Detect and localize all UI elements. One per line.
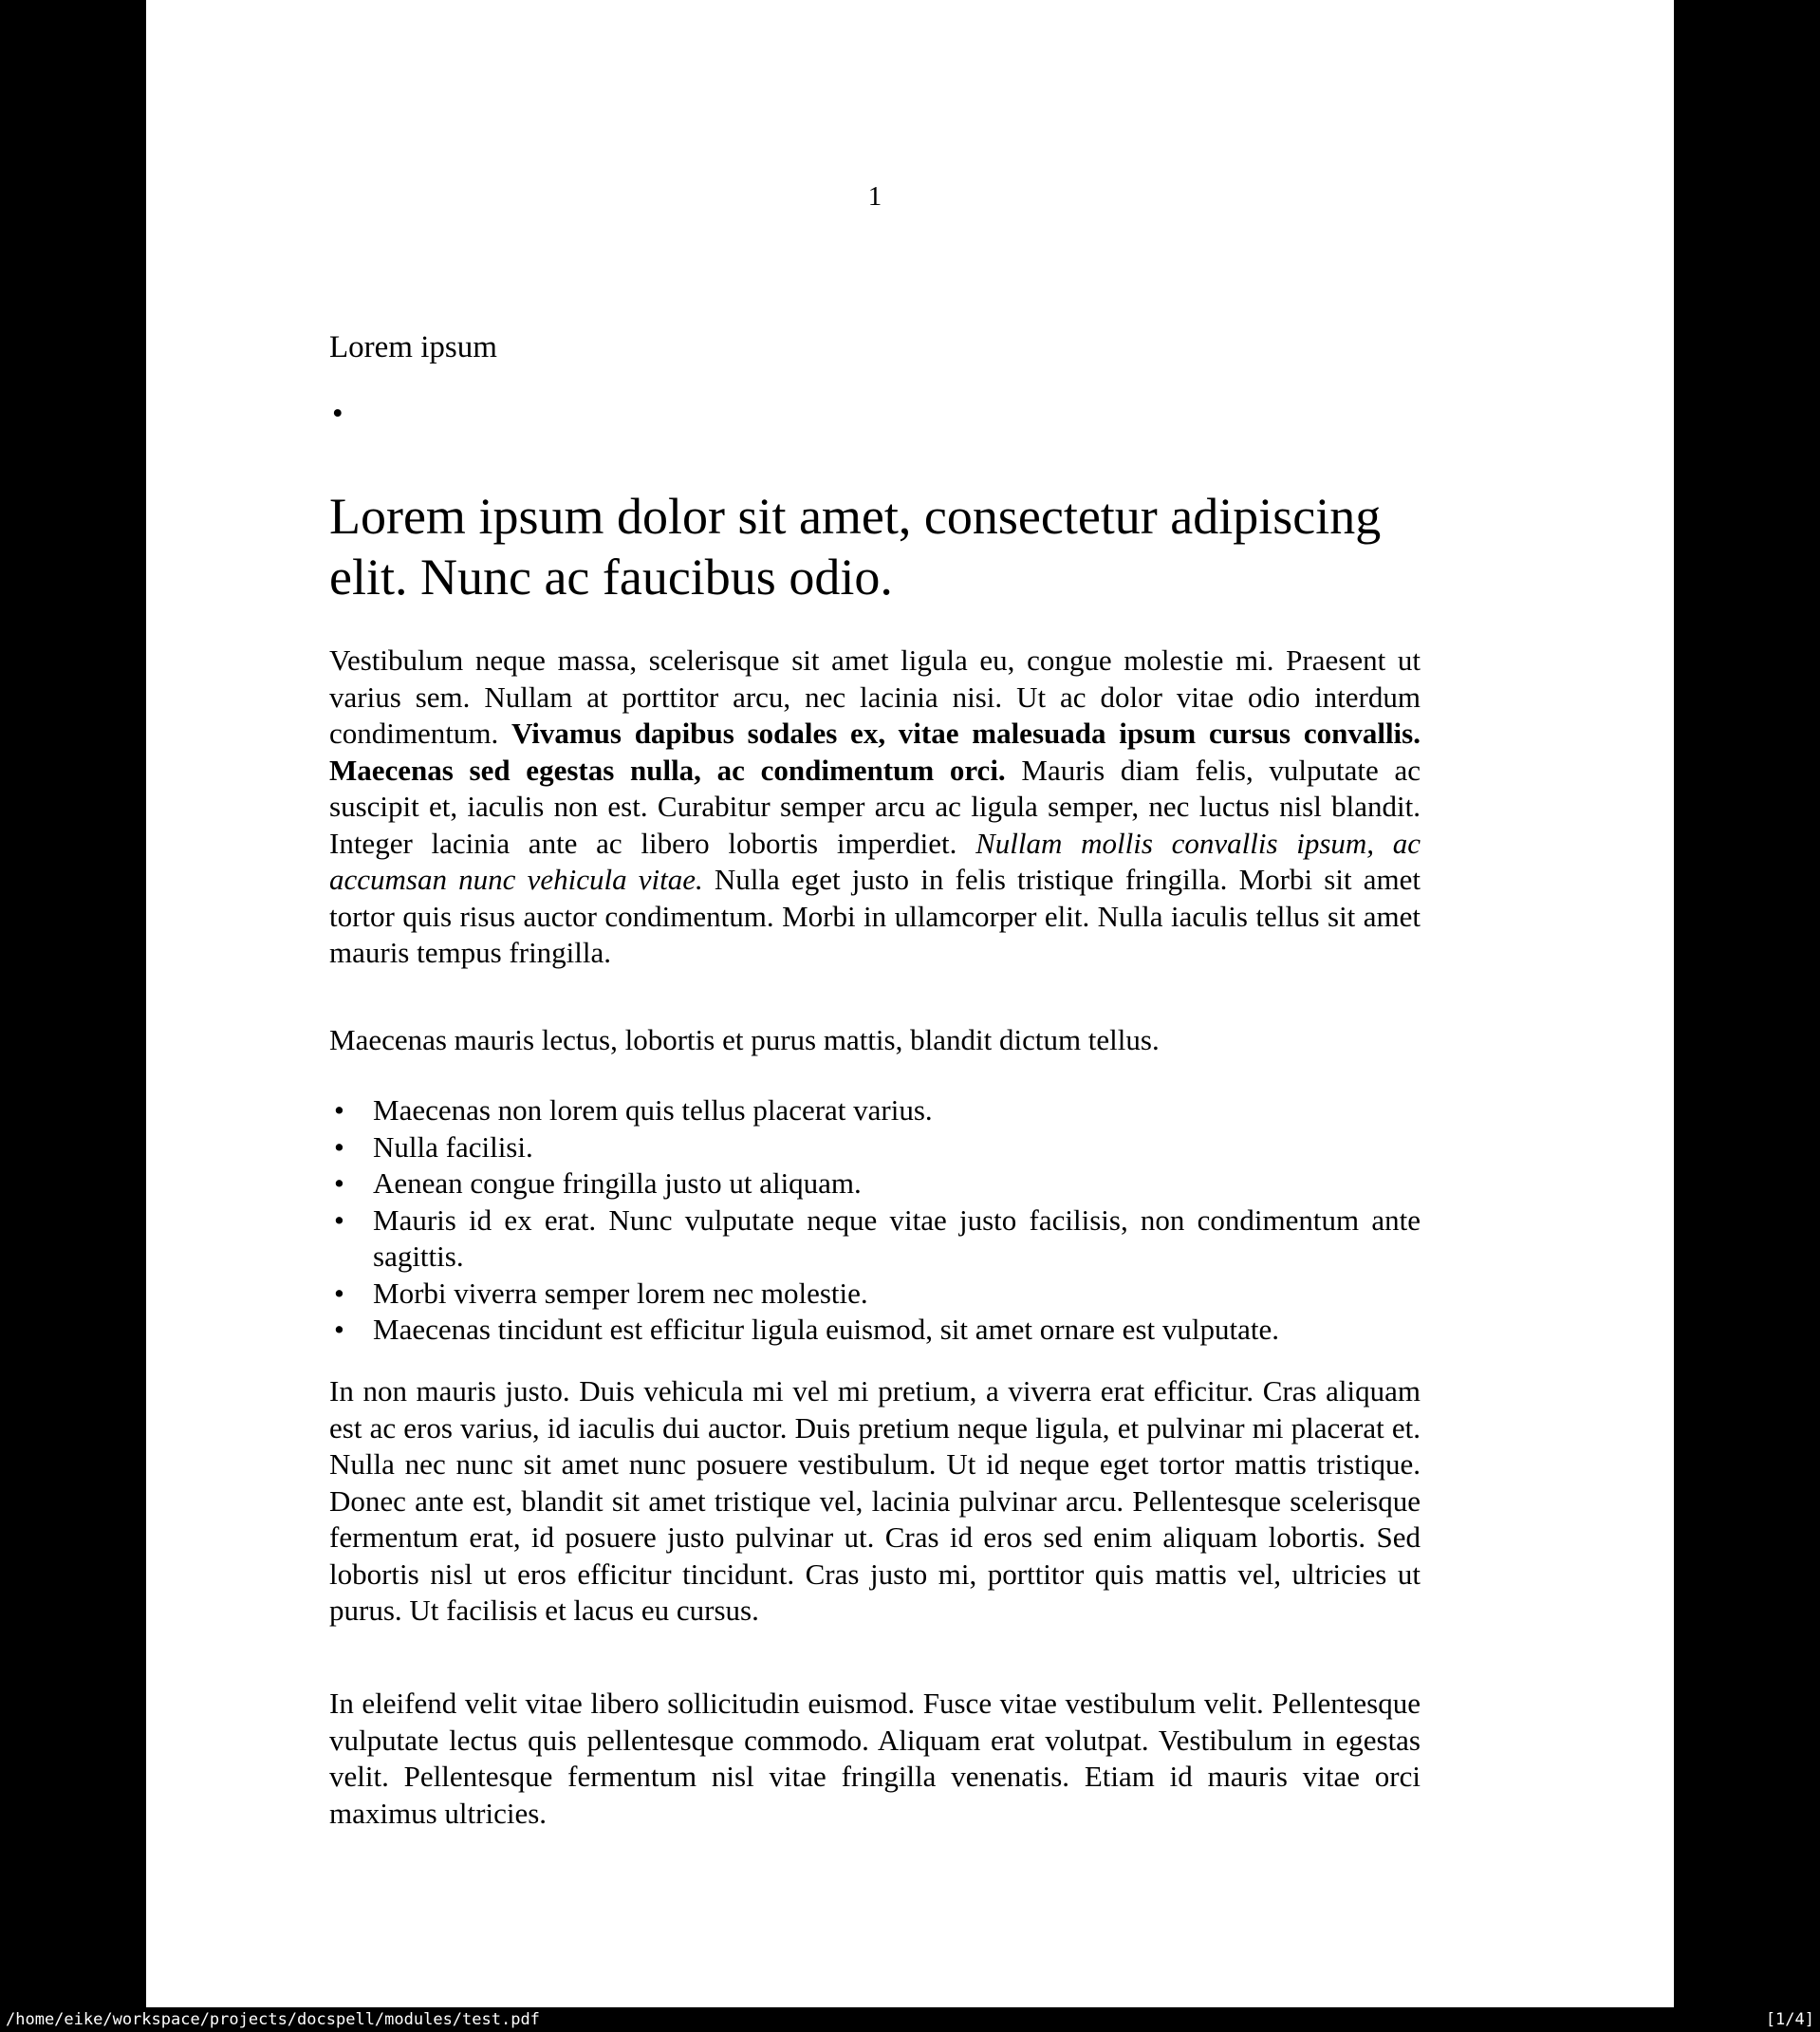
statusbar — [0, 2007, 1820, 2032]
list-item — [329, 1312, 1421, 1349]
body-paragraph-4: In eleifend velit vitae libero sollicitudin euismod. Fusce vitae vestibulum velit. Pellentesque vulputate lectus quis pellentesque commodo. Aliquam erat volutpat. Vestibulum in egestas velit. Pellentesque fermentum nisl vitae fringilla venenatis. Etiam id mauris vitae orci maximus ultricies. — [329, 1687, 1421, 1830]
bullet-icon: • — [334, 1202, 344, 1237]
list-item-text: Aenean congue fringilla justo ut aliquam. — [373, 1166, 862, 1200]
file-path: /home/eike/workspace/projects/docspell/modules/test.pdf — [6, 2010, 540, 2029]
list-item — [329, 1165, 1421, 1202]
list-item-text: Maecenas tincidunt est efficitur ligula euismod, sit amet ornare est vulputate. — [373, 1313, 1279, 1346]
list-item — [329, 1276, 1421, 1313]
bullet-icon: • — [334, 1129, 344, 1164]
list-item-text: Morbi viverra semper lorem nec molestie. — [373, 1276, 868, 1310]
intro-text: Lorem ipsum — [329, 330, 497, 364]
paragraph-run-normal: Nulla eget justo in felis tristique fringilla. Morbi sit amet tortor quis risus auctor condimentum. Morbi in ullamcorper elit. Nulla iaculis tellus sit amet mauris tempus fringilla. — [329, 863, 1421, 969]
body-paragraph-2: Maecenas mauris lectus, lobortis et purus mattis, blandit dictum tellus. — [329, 1023, 1160, 1056]
page-number: 1 — [867, 181, 882, 212]
bullet-icon: • — [334, 1313, 344, 1346]
paragraph-run-normal: Vestibulum neque massa, scelerisque sit amet ligula eu, congue molestie mi. Praesent ut varius sem. Nullam at porttitor arcu, nec lacinia nisi. Ut ac dolor vitae odio interdum condimentum. — [329, 643, 1421, 750]
intro-bullet-icon: • — [332, 397, 344, 431]
paragraph-run-normal: Mauris diam felis, vulputate ac suscipit et, iaculis non est. Curabitur semper arcu ac ligula semper, nec luctus nisl blandit. Integer lacinia ante ac libero lobortis imperdiet. — [329, 753, 1421, 860]
list-item-text: Mauris id ex erat. Nunc vulputate neque vitae justo facilisis, non condimentum ante sagittis. — [373, 1202, 1421, 1273]
paragraph-run-bold: Vivamus dapibus sodales ex, vitae malesuada ipsum cursus convallis. Maecenas sed egestas nulla, ac condimentum orci. — [329, 717, 1421, 787]
list-item-text: Maecenas non lorem quis tellus placerat varius. — [373, 1093, 933, 1127]
document-heading: Lorem ipsum dolor sit amet, consectetur adipiscing elit. Nunc ac faucibus odio. — [329, 488, 1382, 606]
body-paragraph-1 — [329, 643, 1421, 972]
bullet-icon: • — [334, 1276, 344, 1310]
list-item — [329, 1202, 1421, 1276]
list-item — [329, 1092, 1421, 1129]
list-item — [329, 1129, 1421, 1166]
page-indicator: [1/4] — [1765, 2010, 1814, 2029]
bullet-icon: • — [334, 1093, 344, 1127]
document-page[interactable] — [146, 0, 1674, 2007]
bullet-icon: • — [334, 1166, 344, 1200]
paragraph-run-italic: Nullam mollis convallis ipsum, ac accumsan nunc vehicula vitae. — [329, 826, 1421, 896]
bullet-list — [329, 1092, 1421, 1349]
body-paragraph-3: In non mauris justo. Duis vehicula mi vel mi pretium, a viverra erat efficitur. Cras aliquam est ac eros varius, id iaculis dui auctor. Duis pretium neque ligula, et pulvinar mi placerat et. Nulla nec nunc sit amet nunc posuere vestibulum. Ut id neque eget tortor mattis tristique. Donec ante est, blandit sit amet tristique vel, lacinia pulvinar arcu. Pellentesque scelerisque fermentum erat, id posuere justo pulvinar ut. Cras id eros sed enim aliquam lobortis. Sed lobortis nisl ut eros efficitur tincidunt. Cras justo mi, porttitor quis mattis vel, ultricies ut purus. Ut facilisis et lacus eu cursus. — [329, 1374, 1421, 1627]
list-item-text: Nulla facilisi. — [373, 1129, 533, 1164]
